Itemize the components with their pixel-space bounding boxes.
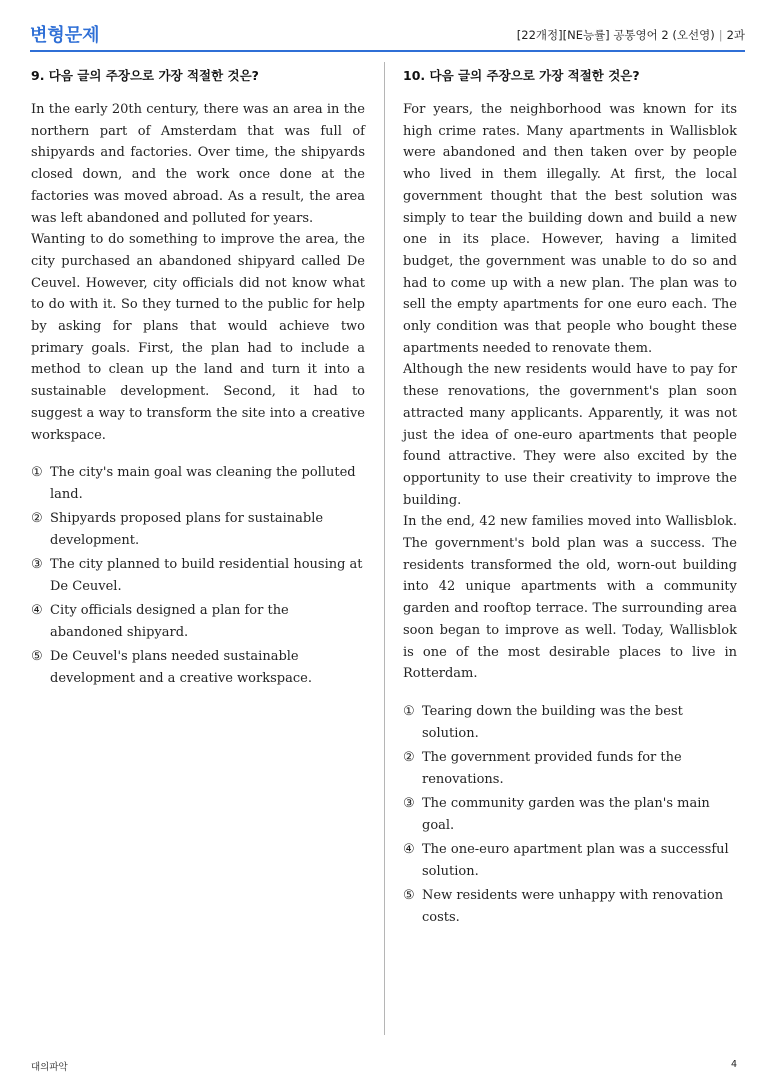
option-number: ③ — [31, 557, 43, 573]
passage-paragraph: In the early 20th century, there was an area in the northern part of Amsterdam that was full of shipyards and factories. Over time, the shipyards closed down, and the work once done at the factories was moved abroad. As a result, the area was left abandoned and polluted for years. — [31, 102, 365, 226]
question-title: 10. 다음 글의 주장으로 가장 적절한 것은? — [403, 68, 640, 83]
answer-options — [31, 462, 365, 690]
lesson-label: 2과 — [726, 28, 745, 42]
header-info — [517, 27, 745, 43]
option-text: The community garden was the plan's main goal. — [422, 795, 710, 833]
question-title: 9. 다음 글의 주장으로 가장 적절한 것은? — [31, 68, 259, 83]
option-number: ③ — [403, 795, 415, 811]
option-number: ① — [31, 465, 43, 481]
answer-option[interactable] — [403, 793, 737, 837]
answer-option[interactable] — [403, 747, 737, 791]
header-title: 변형문제 — [30, 25, 100, 46]
answer-option[interactable] — [31, 462, 365, 506]
page-number: 4 — [730, 1059, 737, 1070]
question-10 — [403, 66, 737, 931]
option-text: Shipyards proposed plans for sustainable development. — [50, 511, 324, 549]
option-number: ④ — [31, 603, 43, 619]
answer-option[interactable] — [31, 508, 365, 552]
answer-options — [403, 701, 737, 929]
option-text: De Ceuvel's plans needed sustainable development and a creative workspace. — [50, 649, 312, 687]
answer-option[interactable] — [31, 554, 365, 598]
textbook-info: [22개정][NE능률] 공통영어 2 (오선영) — [516, 28, 715, 42]
option-number: ⑤ — [403, 887, 415, 903]
option-text: The city's main goal was cleaning the polluted land. — [50, 465, 356, 503]
option-number: ② — [403, 749, 415, 765]
option-text: The city planned to build residential housing at De Ceuvel. — [50, 557, 363, 595]
option-number: ⑤ — [31, 649, 43, 665]
option-text: New residents were unhappy with renovation costs. — [422, 887, 724, 925]
answer-option[interactable] — [403, 885, 737, 929]
answer-option[interactable] — [31, 600, 365, 644]
option-text: Tearing down the building was the best solution. — [422, 703, 683, 741]
passage — [403, 99, 737, 685]
passage-paragraph: In the end, 42 new families moved into Wallisblok. The government's bold plan was a success. The residents transformed the old, worn-out building into 42 unique apartments with a community garden and rooftop terrace. The surrounding area soon began to improve as well. Today, Wallisblok is one of the most desirable places to live in Rotterdam. — [403, 514, 737, 682]
option-text: City officials designed a plan for the abandoned shipyard. — [50, 603, 289, 641]
passage-paragraph: Although the new residents would have to pay for these renovations, the government's plan soon attracted many applicants. Apparently, it was not just the idea of one-euro apartments that people found attractive. They were also excited by the opportunity to use their creativity to improve the building. — [403, 362, 737, 508]
passage-paragraph: For years, the neighborhood was known for its high crime rates. Many apartments in Wallisblok were abandoned and then taken over by people who lived in them illegally. At first, the local government thought that the best solution was simply to tear the building down and build a new one in its place. However, having a limited budget, the government was unable to do so and had to come up with a new plan. The plan was to sell the empty apartments for one euro each. The only condition was that people who bought these apartments needed to renovate them. — [403, 102, 737, 356]
page-header — [30, 18, 745, 52]
footer-category: 대의파악 — [31, 1062, 68, 1073]
answer-option[interactable] — [31, 646, 365, 690]
option-text: The government provided funds for the renovations. — [422, 749, 682, 787]
question-9 — [31, 66, 365, 692]
option-number: ② — [31, 511, 43, 527]
option-text: The one-euro apartment plan was a successful solution. — [422, 841, 729, 879]
option-number: ① — [403, 703, 415, 719]
passage — [31, 99, 365, 446]
column-divider — [384, 62, 385, 1035]
answer-option[interactable] — [403, 701, 737, 745]
passage-paragraph: Wanting to do something to improve the area, the city purchased an abandoned shipyard called De Ceuvel. However, city officials did not know what to do with it. So they turned to the public for help by asking for plans that would achieve two primary goals. First, the plan had to include a method to clean up the land and turn it into a sustainable development. Second, it had to suggest a way to transform the site into a creative workspace. — [31, 232, 365, 443]
header-separator: | — [718, 28, 723, 42]
option-number: ④ — [403, 841, 415, 857]
answer-option[interactable] — [403, 839, 737, 883]
